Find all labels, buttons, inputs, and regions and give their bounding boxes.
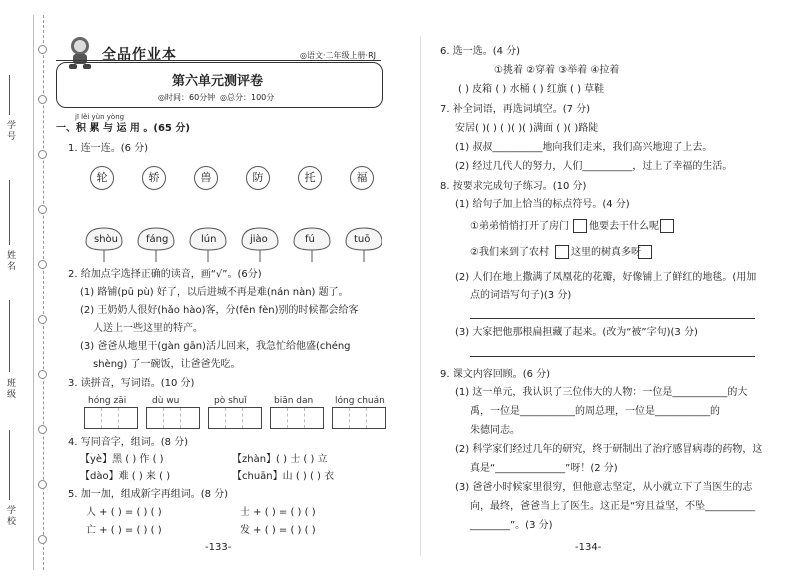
q9-title: 9. 课文内容回顾。(6 分) [440, 369, 551, 380]
q4-row: 【yè】黑 ( ) 作 ( ) [80, 454, 164, 465]
punch-hole [38, 535, 47, 544]
score-info: ◎总分：100分 [220, 93, 275, 102]
school-field[interactable] [9, 430, 10, 500]
q3-pinyin: lóng chuán [335, 396, 385, 406]
q8-sentence: ②我们来到了农村 [470, 247, 549, 258]
punctuation-box[interactable] [555, 245, 569, 259]
q4-title: 4. 写同音字，组词。(8 分) [68, 437, 189, 448]
q9-line: (3) 爸爸小时候家里很穷，但他意志坚定，从小就立下了当医生的志 [455, 482, 753, 493]
q7-row: 安居( )( ) ( )( )( )满面 ( )( )路陡 [455, 123, 599, 134]
punch-hole [38, 150, 47, 159]
q1-pinyin: fú [305, 234, 315, 245]
q7-title: 7. 补全词语，再选词填空。(7 分) [440, 104, 591, 115]
q3-writing-grid[interactable] [146, 407, 200, 429]
q3-pinyin: pò shuǐ [214, 396, 247, 406]
q1-pinyin: jiào [250, 234, 268, 245]
student-id-label: 学号 [5, 120, 15, 142]
q2-line: shèng) 了一碗饭，让爸爸先吃。 [93, 359, 241, 370]
page-divider [420, 36, 421, 556]
page-number-right: -134- [575, 542, 602, 553]
brand-logo: 全品作业本 [102, 47, 177, 63]
q3-title: 3. 读拼音，写词语。(10 分) [68, 378, 195, 389]
q8-sub: (3) 大家把他那根扁担藏了起来。(改为“被”字句)(3 分) [455, 327, 698, 338]
q1-char: 轿 [142, 166, 166, 190]
header-rule [56, 60, 381, 61]
q1-char: 福 [350, 166, 374, 190]
q9-line: ________”。(3 分) [470, 520, 553, 531]
answer-line[interactable] [470, 318, 755, 319]
q1-char: 轮 [90, 166, 114, 190]
punch-hole [38, 425, 47, 434]
q3-writing-grid[interactable] [84, 407, 138, 429]
binding-strip [0, 0, 50, 578]
q6-options: ①挑着 ②穿着 ③举着 ④拉着 [494, 65, 620, 76]
q1-pinyin: fáng [146, 234, 169, 245]
section-heading: 一、积 累 与 运 用 。(65 分) [56, 123, 190, 134]
q1-char: 托 [298, 166, 322, 190]
q1-pinyin: tuō [354, 234, 371, 245]
q8-sentence: 他要去干什么呢 [589, 221, 659, 232]
q9-line: 向，最终，爸爸当上了医生。这正是“穷且益坚，不坠__________ [470, 501, 756, 512]
q1-trees [82, 224, 382, 264]
q6-title: 6. 选一选。(4 分) [440, 46, 521, 57]
q9-line: 禹，一位是___________的周总理，一位是___________的 [470, 406, 720, 417]
q2-title: 2. 给加点字选择正确的读音，画“√”。(6分) [68, 269, 262, 280]
q9-line: 朱德同志。 [470, 425, 520, 436]
q9-line: (1) 这一单元，我认识了三位伟大的人物：一位是___________的大 [455, 387, 748, 398]
q5-row: 亡 + ( ) = ( ) ( ) [86, 525, 162, 536]
q8-sub: 点的词语写句子)(3 分) [470, 290, 572, 301]
q7-line: (2) 经过几代人的努力，人们__________，过上了幸福的生活。 [455, 161, 733, 172]
punch-hole [38, 260, 47, 269]
student-id-field[interactable] [9, 75, 10, 115]
section-pinyin: jī lěi yùn yòng [75, 113, 125, 121]
q3-pinyin: dù wu [152, 396, 180, 406]
time-info: ◎时间：60分钟 [158, 93, 216, 102]
q5-row: 发 + ( ) = ( ) ( ) [240, 525, 316, 536]
q3-pinyin: hóng zāi [88, 396, 127, 406]
q5-title: 5. 加一加，组成新字再组词。(8 分) [68, 489, 229, 500]
q4-row: 【chuān】山 ( ) ( ) 衣 [232, 471, 335, 482]
q1-char: 兽 [194, 166, 218, 190]
q1-pinyin: lún [201, 234, 217, 245]
q2-line: (1) 路铺(pū pù) 好了，以后进城不再是难(nán nàn) 题了。 [80, 287, 349, 298]
q1-char: 防 [246, 166, 270, 190]
q8-sentence: ①弟弟悄悄打开了房门 [470, 221, 569, 232]
punch-hole [38, 480, 47, 489]
subject-info: ◎语文·二年级上册·RJ [300, 51, 376, 60]
q8-sub: (2) 人们在地上撒满了凤凰花的花瓣，好像铺上了鲜红的地毯。(用加 [455, 272, 757, 283]
q8-sub: (1) 给句子加上恰当的标点符号。(4 分) [455, 199, 630, 210]
q1-title: 1. 连一连。(6 分) [68, 143, 149, 154]
binding-line [33, 15, 34, 570]
q4-row: 【zhàn】( ) 士 ( ) 立 [232, 454, 328, 465]
class-field[interactable] [9, 300, 10, 372]
q3-writing-grid[interactable] [208, 407, 262, 429]
q2-line: (3) 爸爸从地里干(gàn gān)活儿回来，我急忙给他盛(chéng [80, 341, 351, 352]
punch-hole [38, 205, 47, 214]
q1-pinyin: shòu [94, 234, 119, 245]
q6-row: ( ) 皮箱 ( ) 水桶 ( ) 红旗 ( ) 草鞋 [458, 84, 605, 95]
name-label: 姓名 [5, 250, 15, 272]
page-number-left: -133- [205, 542, 232, 553]
q8-title: 8. 按要求完成句子练习。(10 分) [440, 181, 587, 192]
q8-sentence: 这里的树真多呀 [571, 247, 641, 258]
punctuation-box[interactable] [573, 219, 587, 233]
q9-line: 真是“______________”呀！(2 分) [470, 463, 618, 474]
school-label: 学校 [5, 505, 15, 527]
punch-hole [38, 45, 47, 54]
answer-line[interactable] [470, 356, 755, 357]
page-title: 第六单元测评卷 [172, 74, 264, 89]
q3-pinyin: biān dan [274, 396, 314, 406]
q2-line: (2) 王奶奶人很好(hǎo hào)客，分(fēn fèn)别的时候都会给客 [80, 305, 359, 316]
punch-hole [38, 315, 47, 324]
q5-row: 人 + ( ) = ( ) ( ) [86, 507, 162, 518]
class-label: 班级 [5, 378, 15, 400]
q4-row: 【dào】难 ( ) 来 ( ) [80, 471, 171, 482]
punctuation-box[interactable] [638, 245, 652, 259]
q9-line: (2) 科学家们经过几年的研究，终于研制出了治疗感冒病毒的药物，这 [455, 444, 763, 455]
q7-line: (1) 叔叔__________地向我们走来，我们高兴地迎了上去。 [455, 142, 713, 153]
q5-row: 士 + ( ) = ( ) ( ) [240, 507, 316, 518]
q3-writing-grid[interactable] [270, 407, 324, 429]
punch-hole [38, 370, 47, 379]
punch-hole [38, 95, 47, 104]
name-field[interactable] [9, 180, 10, 245]
punctuation-box[interactable] [660, 219, 674, 233]
q3-writing-grid[interactable] [332, 407, 386, 429]
q2-line: 人送上一些这里的特产。 [93, 323, 203, 334]
